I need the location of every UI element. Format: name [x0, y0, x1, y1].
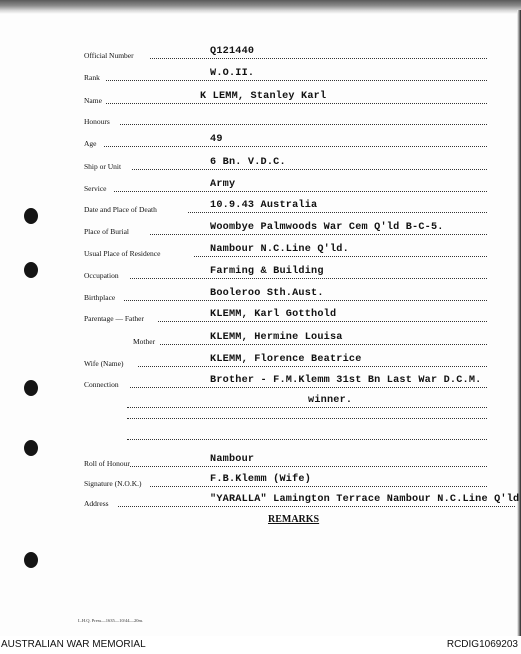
- field-usual-residence: [0, 240, 487, 258]
- dotted-line: [118, 506, 515, 507]
- field-label: Rank: [84, 73, 100, 82]
- field-label: Connection: [84, 380, 119, 389]
- dotted-line: [124, 300, 487, 301]
- field-occupation: [0, 262, 487, 280]
- dotted-line: [127, 407, 487, 408]
- field-label: Birthplace: [84, 293, 116, 302]
- field-signature-nok: [0, 470, 487, 488]
- field-value: 10.9.43 Australia: [210, 200, 318, 211]
- field-label: Official Number: [84, 51, 134, 60]
- field-ship-or-unit: [0, 153, 487, 171]
- field-value: 6 Bn. V.D.C.: [210, 157, 286, 168]
- dotted-line: [150, 58, 487, 59]
- field-service: [0, 175, 487, 193]
- dotted-line: [106, 80, 487, 81]
- field-value: Farming & Building: [210, 266, 324, 277]
- field-value: Woombye Palmwoods War Cem Q'ld B-C-5.: [210, 222, 444, 233]
- scan-right-edge: [517, 10, 521, 636]
- field-label: Ship or Unit: [84, 162, 122, 171]
- field-roll-of-honour: [0, 450, 487, 468]
- printer-note: L.H.Q. Press—1635—10/44—20m.: [78, 618, 144, 623]
- field-value: Booleroo Sth.Aust.: [210, 288, 324, 299]
- field-mother: [0, 328, 487, 346]
- dotted-line: [127, 439, 487, 440]
- field-value: Army: [210, 179, 236, 190]
- record-id: RCDIG1069203: [446, 639, 518, 650]
- dotted-line: [194, 256, 487, 257]
- punch-hole: [24, 552, 38, 568]
- dotted-line: [106, 103, 487, 104]
- field-value: Brother - F.M.Klemm 31st Bn Last War D.C.M.: [210, 375, 482, 386]
- field-value: K LEMM, Stanley Karl: [200, 91, 327, 102]
- field-address: [0, 490, 521, 508]
- field-value: Q121440: [210, 46, 255, 57]
- dotted-line: [130, 387, 487, 388]
- dotted-line: [127, 418, 487, 419]
- field-place-of-burial: [0, 218, 487, 236]
- field-label: Signature (N.O.K.): [84, 479, 142, 488]
- dotted-line: [160, 344, 487, 345]
- field-birthplace: [0, 284, 487, 302]
- field-value: F.B.Klemm (Wife): [210, 474, 312, 485]
- field-wife: [0, 350, 487, 368]
- dotted-line: [114, 191, 487, 192]
- field-honours: [0, 108, 487, 126]
- remarks-heading: REMARKS: [268, 514, 320, 525]
- dotted-line: [120, 124, 487, 125]
- dotted-line: [130, 466, 487, 467]
- dotted-line: [138, 366, 487, 367]
- field-label: Date and Place of Death: [84, 205, 157, 214]
- field-value: 49: [210, 134, 223, 145]
- field-connection-continued: [0, 391, 487, 409]
- field-label: Parentage — Father: [84, 314, 144, 323]
- dotted-line: [158, 321, 487, 322]
- field-label: Name: [84, 96, 102, 105]
- field-value: W.O.II.: [210, 68, 255, 79]
- field-father: [0, 305, 487, 323]
- field-label: Roll of Honour: [84, 459, 130, 468]
- field-label: Wife (Name): [84, 359, 124, 368]
- dotted-line: [188, 212, 487, 213]
- archive-footer: [0, 636, 521, 654]
- dotted-line: [150, 234, 487, 235]
- field-official-number: [0, 42, 487, 60]
- field-value: winner.: [308, 395, 353, 406]
- field-label: Mother: [133, 337, 156, 346]
- field-value: KLEMM, Hermine Louisa: [210, 332, 343, 343]
- field-connection: [0, 371, 521, 389]
- field-age: [0, 130, 487, 148]
- dotted-line: [150, 486, 487, 487]
- field-value: Nambour N.C.Line Q'ld.: [210, 244, 349, 255]
- archive-name: AUSTRALIAN WAR MEMORIAL: [1, 639, 146, 650]
- field-label: Address: [84, 499, 109, 508]
- field-value: KLEMM, Karl Gotthold: [210, 309, 337, 320]
- field-label: Usual Place of Residence: [84, 249, 161, 258]
- field-value: KLEMM, Florence Beatrice: [210, 354, 362, 365]
- field-rank: [0, 64, 487, 82]
- field-value: "YARALLA" Lamington Terrace Nambour N.C.Line Q'ld: [210, 494, 520, 505]
- field-label: Honours: [84, 117, 110, 126]
- scan-top-edge: [0, 0, 521, 14]
- field-date-place-death: [0, 196, 487, 214]
- dotted-line: [104, 146, 487, 147]
- dotted-line: [130, 278, 487, 279]
- field-label: Occupation: [84, 271, 119, 280]
- field-name: [0, 87, 487, 105]
- dotted-line: [132, 169, 487, 170]
- field-label: Age: [84, 139, 97, 148]
- field-label: Service: [84, 184, 107, 193]
- field-value: Nambour: [210, 454, 255, 465]
- field-label: Place of Burial: [84, 227, 129, 236]
